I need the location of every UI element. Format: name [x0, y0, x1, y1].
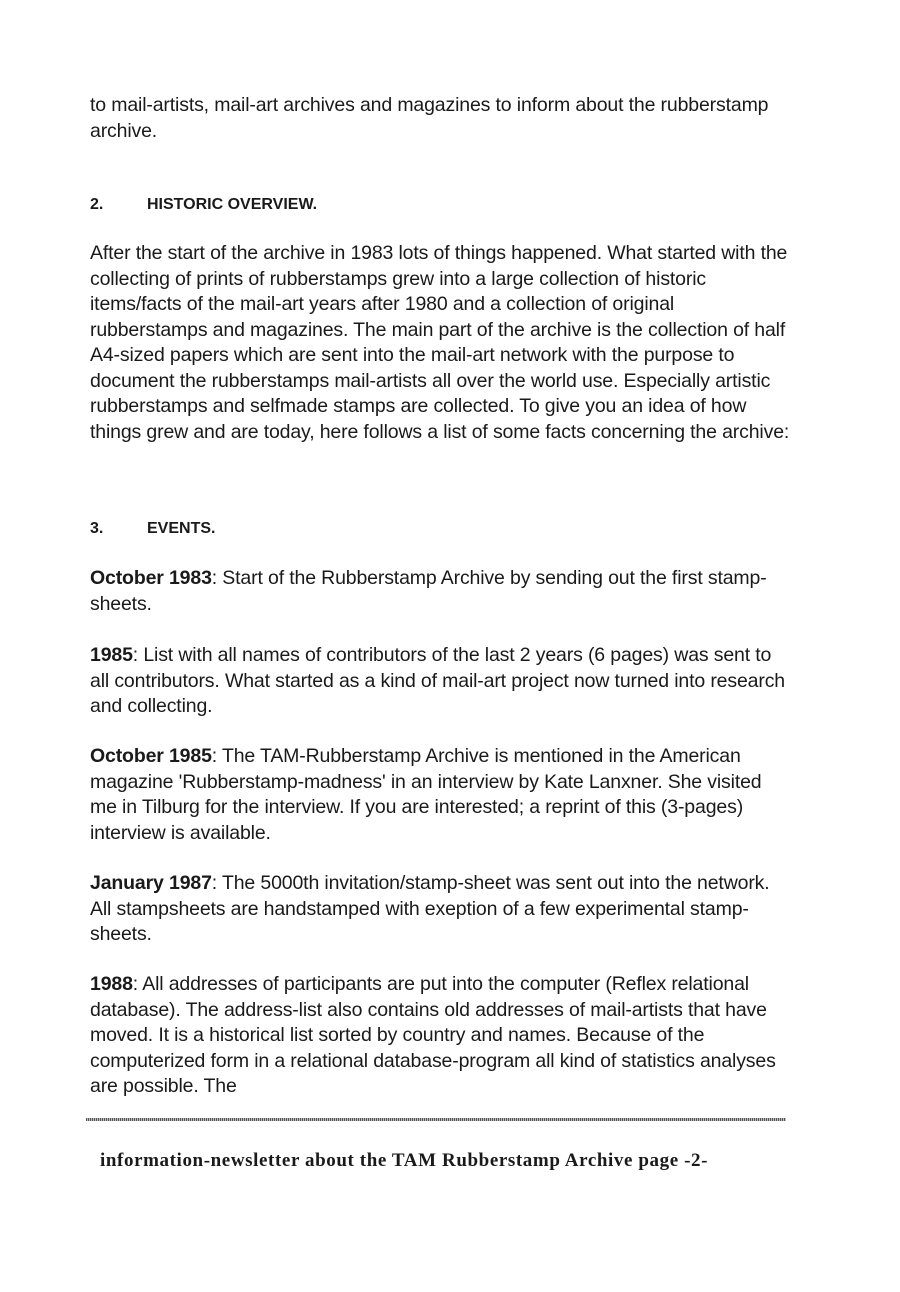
event-text: : Start of the Rubberstamp Archive by sending out the first stamp-sheets. — [90, 567, 767, 615]
event-entry — [90, 744, 790, 846]
event-text: : List with all names of contributors of the last 2 years (6 pages) was sent to all contributors. What started as a kind of mail-art project now turned into research and collecting. — [90, 644, 785, 717]
event-text: : The TAM-Rubberstamp Archive is mentioned in the American magazine 'Rubberstamp-madness' in an interview by Kate Lanxner. She visited me in Tilburg for the interview. If you are interested; a reprint of this (3-pages) interview is available. — [90, 745, 762, 844]
intro-paragraph: to mail-artists, mail-art archives and magazines to inform about the rubberstamp archive. — [90, 94, 769, 142]
event-text: : All addresses of participants are put into the computer (Reflex relational database). The address-list also contains old addresses of mail-artists that have moved. It is a historical list sorted by country and names. Because of the computerized form in a relational database-program all kind of statistics analyses are possible. The — [90, 973, 776, 1097]
event-date: 1988 — [90, 973, 133, 995]
section-number: 3. — [90, 520, 104, 537]
section-heading-events — [90, 519, 215, 539]
event-date: January 1987 — [90, 872, 212, 894]
event-date: 1985 — [90, 644, 133, 666]
section-title: HISTORIC OVERVIEW. — [147, 196, 318, 213]
section-title: EVENTS. — [147, 520, 216, 537]
footer-divider — [86, 1118, 786, 1121]
event-date: October 1985 — [90, 745, 212, 767]
page-footer: information-newsletter about the TAM Rubberstamp Archive page -2- — [100, 1150, 709, 1171]
event-entry — [90, 643, 790, 720]
event-text: : The 5000th invitation/stamp-sheet was sent out into the network. All stampsheets are handstamped with exeption of a few experimental stamp-sheets. — [90, 872, 770, 945]
section-number: 2. — [90, 196, 104, 213]
event-date: October 1983 — [90, 567, 212, 589]
event-entry — [90, 566, 790, 617]
event-entry — [90, 972, 790, 1100]
event-entry — [90, 871, 790, 948]
section-heading-historic-overview — [90, 195, 317, 215]
overview-paragraph: After the start of the archive in 1983 lots of things happened. What started with the collecting of prints of rubberstamps grew into a large collection of historic items/facts of the mail-art years after 1980 and a collection of original rubberstamps and magazines. The main part of the archive is the collection of half A4-sized papers which are sent into the mail-art network with the purpose to document the rubberstamps mail-artists all over the world use. Especially artistic rubberstamps and selfmade stamps are collected. To give you an idea of how things grew and are today, here follows a list of some facts concerning the archive: — [90, 242, 790, 443]
